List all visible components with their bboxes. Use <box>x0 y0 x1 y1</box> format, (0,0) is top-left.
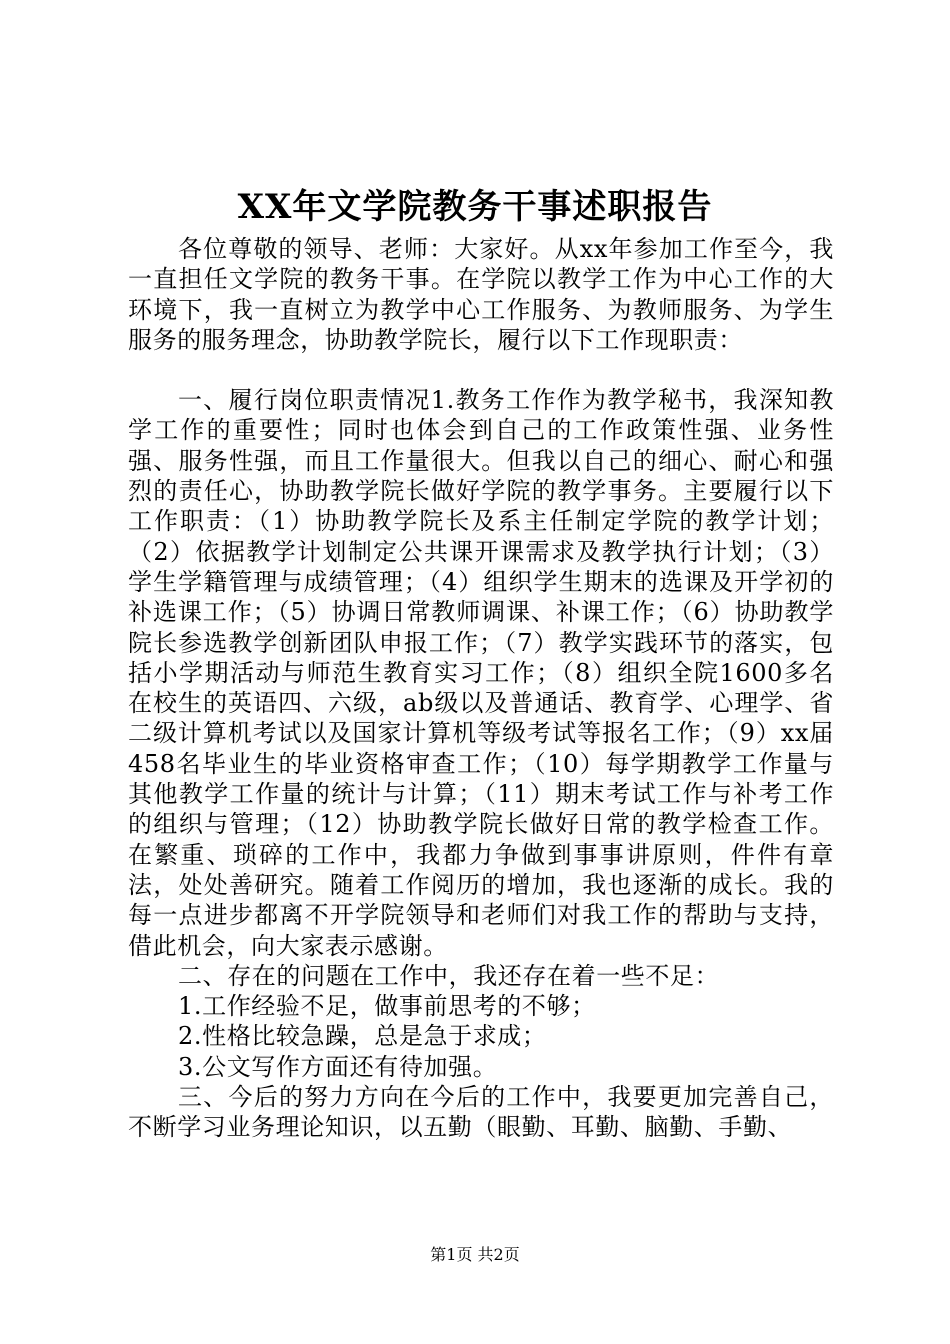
paragraph-future: 三、今后的努力方向在今后的工作中，我要更加完善自己，不断学习业务理论知识，以五勤（眼勤、耳勤、脑勤、手勤、 <box>128 1083 834 1142</box>
paragraph-spacer <box>128 355 834 385</box>
list-item-problem-1: 1.工作经验不足，做事前思考的不够； <box>178 992 596 1021</box>
paragraph-greeting: 各位尊敬的领导、老师：大家好。从xx年参加工作至今，我一直担任文学院的教务干事。在学院以教学工作为中心工作的大环境下，我一直树立为教学中心工作服务、为教师服务、为学生服务的服务理念，协助教学院长，履行以下工作现职责： <box>128 235 834 354</box>
document-body <box>128 234 834 1143</box>
list-item-problem-2: 2.性格比较急躁，总是急于求成； <box>178 1022 547 1051</box>
page-footer: 第1页 共2页 <box>430 1245 520 1264</box>
paragraph-duties: 一、履行岗位职责情况1.教务工作作为教学秘书，我深知教学工作的重要性；同时也体会到自己的工作政策性强、业务性强、服务性强，而且工作量很大。但我以自己的细心、耐心和强烈的责任心，协助教学院长做好学院的教学事务。主要履行以下工作职责：（1）协助教学院长及系主任制定学院的教学计划；（2）依据教学计划制定公共课开课需求及教学执行计划；（3）学生学籍管理与成绩管理；（4）组织学生期末的选课及开学初的补选课工作；（5）协调日常教师调课、补课工作；（6）协助教学院长参选教学创新团队申报工作；（7）教学实践环节的落实，包括小学期活动与师范生教育实习工作；（8）组织全院1600多名在校生的英语四、六级，ab级以及普通话、教育学、心理学、省二级计算机考试以及国家计算机等级考试等报名工作；（9）xx届458名毕业生的毕业资格审查工作；（10）每学期教学工作量与其他教学工作量的统计与计算；（11）期末考试工作与补考工作的组织与管理；（12）协助教学院长做好日常的教学检查工作。在繁重、琐碎的工作中，我都力争做到事事讲原则，件件有章法，处处善研究。随着工作阅历的增加，我也逐渐的成长。我的每一点进步都离不开学院领导和老师们对我工作的帮助与支持，借此机会，向大家表示感谢。 <box>128 386 834 960</box>
list-item-problem-3: 3.公文写作方面还有待加强。 <box>178 1052 498 1081</box>
paragraph-problems: 二、存在的问题在工作中，我还存在着一些不足： <box>178 961 720 990</box>
document-title: XX年文学院教务干事述职报告 <box>237 187 713 227</box>
